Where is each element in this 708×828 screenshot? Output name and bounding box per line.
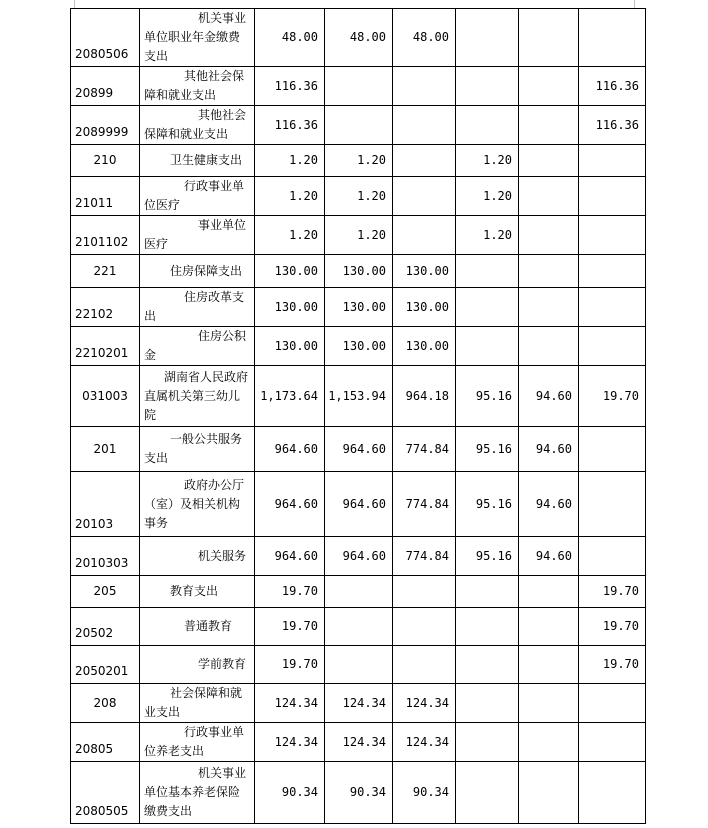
subject-code: 2050201 [71,646,140,684]
subject-code: 20805 [71,723,140,762]
table-row [71,427,646,472]
amount-col-4 [456,576,519,608]
amount-col-6: 116.36 [579,67,646,106]
amount-col-3: 48.00 [393,9,456,67]
table-row [71,145,646,177]
amount-col-2: 124.34 [325,723,393,762]
table-row [71,216,646,255]
table-row [71,608,646,646]
amount-col-3: 124.34 [393,723,456,762]
budget-expenditure-table [70,8,646,824]
amount-col-2: 1.20 [325,145,393,177]
amount-col-2: 1.20 [325,216,393,255]
amount-col-5: 94.60 [519,472,579,537]
amount-col-5 [519,106,579,145]
amount-col-4 [456,684,519,723]
total-amount: 1.20 [255,177,325,216]
amount-col-3: 774.84 [393,472,456,537]
organization-code: 031003 [71,366,140,427]
subject-code: 205 [71,576,140,608]
total-amount: 19.70 [255,608,325,646]
amount-col-4 [456,9,519,67]
amount-col-2: 90.34 [325,762,393,824]
amount-col-4 [456,762,519,824]
amount-col-2 [325,646,393,684]
amount-col-4: 1.20 [456,145,519,177]
amount-col-4 [456,327,519,366]
table-row [71,177,646,216]
amount-col-6: 19.70 [579,366,646,427]
amount-col-4: 95.16 [456,537,519,576]
subject-name: 一般公共服务 支出 [140,427,255,472]
subject-code: 2080505 [71,762,140,824]
subject-code: 201 [71,427,140,472]
subject-code: 21011 [71,177,140,216]
subject-code: 2210201 [71,327,140,366]
amount-col-6: 116.36 [579,106,646,145]
amount-col-6 [579,762,646,824]
subject-code: 22102 [71,288,140,327]
amount-col-2: 1.20 [325,177,393,216]
subject-code: 2101102 [71,216,140,255]
amount-col-6: 19.70 [579,646,646,684]
subject-name: 行政事业单 位养老支出 [140,723,255,762]
total-amount: 19.70 [255,576,325,608]
subject-name: 行政事业单 位医疗 [140,177,255,216]
table-row [71,106,646,145]
subject-name: 社会保障和就 业支出 [140,684,255,723]
amount-col-2: 964.60 [325,427,393,472]
amount-col-2 [325,67,393,106]
amount-col-6 [579,472,646,537]
amount-col-5: 94.60 [519,366,579,427]
table-row [71,255,646,288]
amount-col-3 [393,177,456,216]
amount-col-4: 95.16 [456,472,519,537]
amount-col-6 [579,9,646,67]
subject-name: 普通教育 [140,608,255,646]
table-row [71,9,646,67]
amount-col-2 [325,576,393,608]
subject-code: 2080506 [71,9,140,67]
subject-name: 住房保障支出 [140,255,255,288]
total-amount: 964.60 [255,427,325,472]
subject-name: 其他社会保 障和就业支出 [140,67,255,106]
subject-name: 机关事业 单位基本养老保险 缴费支出 [140,762,255,824]
amount-col-3 [393,216,456,255]
subject-name: 机关服务 [140,537,255,576]
amount-col-5 [519,216,579,255]
amount-col-5 [519,684,579,723]
total-amount: 964.60 [255,472,325,537]
total-amount: 130.00 [255,288,325,327]
amount-col-2: 1,153.94 [325,366,393,427]
amount-col-3: 130.00 [393,255,456,288]
subject-name: 卫生健康支出 [140,145,255,177]
page-corner-mark-left [74,0,75,8]
amount-col-4: 1.20 [456,177,519,216]
subject-code: 208 [71,684,140,723]
amount-col-6 [579,537,646,576]
amount-col-6 [579,216,646,255]
subject-code: 20103 [71,472,140,537]
total-amount: 116.36 [255,106,325,145]
amount-col-5 [519,145,579,177]
amount-col-5: 94.60 [519,427,579,472]
amount-col-6 [579,427,646,472]
amount-col-5 [519,723,579,762]
subject-name: 政府办公厅 （室）及相关机构 事务 [140,472,255,537]
amount-col-3: 130.00 [393,288,456,327]
amount-col-5 [519,646,579,684]
table-row [71,646,646,684]
amount-col-5 [519,9,579,67]
table-row [71,472,646,537]
table-row [71,684,646,723]
total-amount: 1.20 [255,145,325,177]
amount-col-2: 130.00 [325,255,393,288]
total-amount: 130.00 [255,255,325,288]
subject-code: 2010303 [71,537,140,576]
page-corner-mark-right [634,0,635,8]
amount-col-4 [456,646,519,684]
amount-col-5 [519,608,579,646]
total-amount: 124.34 [255,723,325,762]
amount-col-2: 130.00 [325,288,393,327]
amount-col-3 [393,608,456,646]
table-row [71,723,646,762]
amount-col-5 [519,576,579,608]
subject-code: 20502 [71,608,140,646]
subject-name: 住房公积 金 [140,327,255,366]
table-row [71,288,646,327]
organization-name: 湖南省人民政府 直属机关第三幼儿 院 [140,366,255,427]
table-row [71,67,646,106]
amount-col-4: 95.16 [456,427,519,472]
amount-col-2 [325,106,393,145]
amount-col-5 [519,288,579,327]
total-amount: 130.00 [255,327,325,366]
amount-col-4 [456,106,519,145]
amount-col-6: 19.70 [579,576,646,608]
amount-col-3: 774.84 [393,427,456,472]
amount-col-3: 964.18 [393,366,456,427]
subject-code: 221 [71,255,140,288]
table-row-organization [71,366,646,427]
total-amount: 1.20 [255,216,325,255]
amount-col-4 [456,67,519,106]
subject-name: 学前教育 [140,646,255,684]
amount-col-2: 48.00 [325,9,393,67]
total-amount: 964.60 [255,537,325,576]
amount-col-6 [579,177,646,216]
subject-code: 2089999 [71,106,140,145]
subject-name: 机关事业 单位职业年金缴费 支出 [140,9,255,67]
amount-col-3 [393,106,456,145]
amount-col-3: 130.00 [393,327,456,366]
subject-name: 教育支出 [140,576,255,608]
amount-col-4 [456,255,519,288]
amount-col-3 [393,145,456,177]
amount-col-5 [519,177,579,216]
total-amount: 124.34 [255,684,325,723]
amount-col-6 [579,723,646,762]
amount-col-6 [579,145,646,177]
table-row [71,537,646,576]
amount-col-3 [393,576,456,608]
total-amount: 19.70 [255,646,325,684]
amount-col-2: 964.60 [325,537,393,576]
subject-code: 210 [71,145,140,177]
amount-col-2 [325,608,393,646]
amount-col-6: 19.70 [579,608,646,646]
amount-col-5 [519,327,579,366]
amount-col-3 [393,646,456,684]
table-row [71,576,646,608]
total-amount: 116.36 [255,67,325,106]
subject-name: 其他社会 保障和就业支出 [140,106,255,145]
amount-col-6 [579,327,646,366]
amount-col-2: 964.60 [325,472,393,537]
subject-name: 住房改革支 出 [140,288,255,327]
amount-col-5 [519,67,579,106]
amount-col-4: 1.20 [456,216,519,255]
amount-col-4 [456,608,519,646]
amount-col-3: 774.84 [393,537,456,576]
amount-col-4 [456,288,519,327]
amount-col-6 [579,255,646,288]
amount-col-5: 94.60 [519,537,579,576]
amount-col-5 [519,255,579,288]
amount-col-2: 124.34 [325,684,393,723]
subject-code: 20899 [71,67,140,106]
total-amount: 1,173.64 [255,366,325,427]
amount-col-3: 124.34 [393,684,456,723]
amount-col-6 [579,288,646,327]
total-amount: 90.34 [255,762,325,824]
amount-col-3 [393,67,456,106]
amount-col-4 [456,723,519,762]
amount-col-6 [579,684,646,723]
subject-name: 事业单位 医疗 [140,216,255,255]
table-row [71,327,646,366]
table-row [71,762,646,824]
total-amount: 48.00 [255,9,325,67]
amount-col-2: 130.00 [325,327,393,366]
amount-col-3: 90.34 [393,762,456,824]
amount-col-4: 95.16 [456,366,519,427]
amount-col-5 [519,762,579,824]
